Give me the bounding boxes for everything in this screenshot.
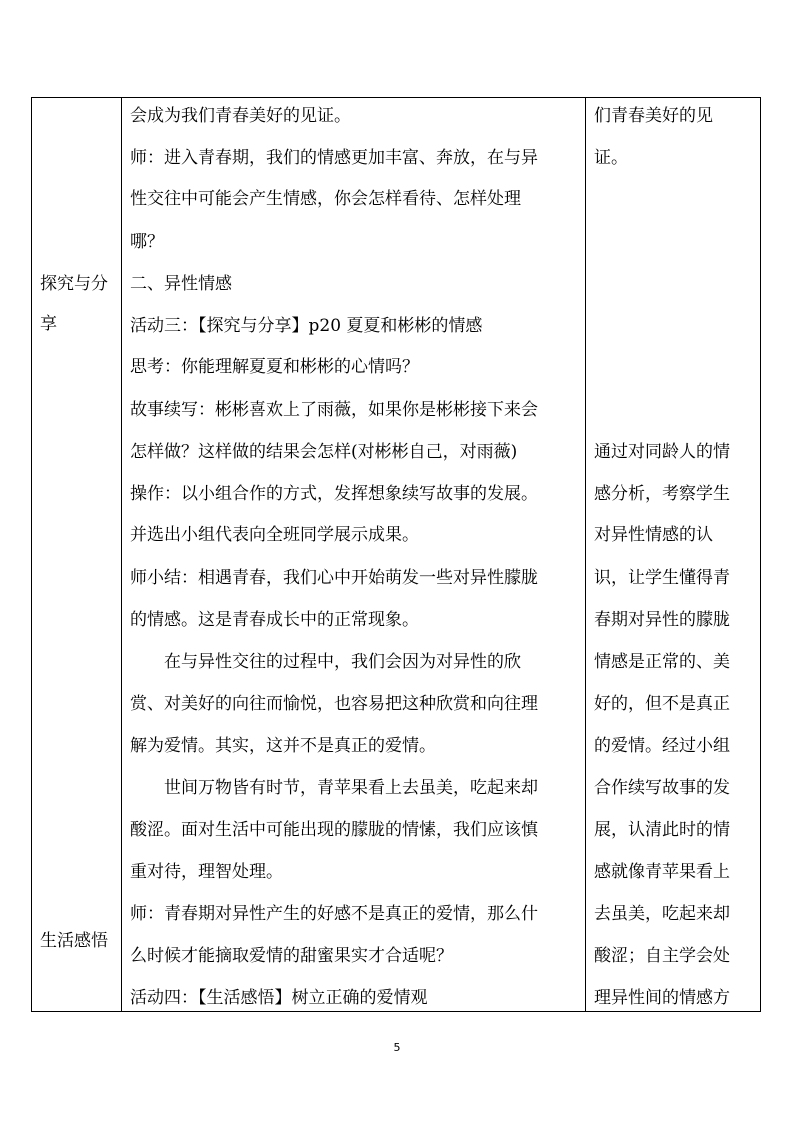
stage-label: 生活感悟 bbox=[40, 931, 108, 951]
intent-line: 通过对同龄人的情 bbox=[594, 442, 730, 462]
intent-line: 展，认清此时的情 bbox=[594, 820, 730, 840]
process-line: 重对待，理智处理。 bbox=[130, 862, 283, 882]
process-line: 解为爱情。其实，这并不是真正的爱情。 bbox=[130, 736, 436, 756]
intent-line: 的爱情。经过小组 bbox=[594, 736, 730, 756]
process-line: 赏、对美好的向往而愉悦，也容易把这种欣赏和向往理 bbox=[130, 694, 538, 714]
intent-line: 们青春美好的见 bbox=[594, 106, 713, 126]
stage-label: 探究与分 bbox=[40, 274, 108, 294]
intent-line: 对异性情感的认 bbox=[594, 525, 713, 545]
process-line: 师：青春期对异性产生的好感不是真正的爱情，那么什 bbox=[130, 904, 538, 924]
lesson-plan-table bbox=[31, 97, 761, 1012]
process-line: 师：进入青春期，我们的情感更加丰富、奔放，在与异 bbox=[130, 148, 538, 168]
process-line: 并选出小组代表向全班同学展示成果。 bbox=[130, 525, 419, 545]
process-line: 在与异性交往的过程中，我们会因为对异性的欣 bbox=[164, 652, 521, 672]
process-line: 师小结：相遇青春，我们心中开始萌发一些对异性朦胧 bbox=[130, 568, 538, 588]
intent-line: 情感是正常的、美 bbox=[594, 652, 730, 672]
process-line: 会成为我们青春美好的见证。 bbox=[130, 106, 351, 126]
process-line: 二、异性情感 bbox=[130, 274, 232, 294]
intent-line: 感分析，考察学生 bbox=[594, 484, 730, 504]
intent-line: 识，让学生懂得青 bbox=[594, 568, 730, 588]
intent-line: 去虽美，吃起来却 bbox=[594, 904, 730, 924]
process-line: 怎样做？这样做的结果会怎样(对彬彬自己，对雨薇) bbox=[130, 442, 518, 462]
stage-column bbox=[32, 98, 121, 1011]
process-line: 操作：以小组合作的方式，发挥想象续写故事的发展。 bbox=[130, 484, 538, 504]
process-line: 哪？ bbox=[130, 232, 164, 252]
intent-line: 感就像青苹果看上 bbox=[594, 862, 730, 882]
intent-line: 合作续写故事的发 bbox=[594, 778, 730, 798]
intent-line: 好的，但不是真正 bbox=[594, 694, 730, 714]
intent-line: 酸涩；自主学会处 bbox=[594, 946, 730, 966]
process-line: 故事续写：彬彬喜欢上了雨薇，如果你是彬彬接下来会 bbox=[130, 400, 538, 420]
intent-line: 理异性间的情感方 bbox=[594, 988, 730, 1008]
intent-line: 春期对异性的朦胧 bbox=[594, 610, 730, 630]
teaching-process-column bbox=[122, 98, 585, 1011]
process-line: 性交往中可能会产生情感，你会怎样看待、怎样处理 bbox=[130, 189, 521, 209]
process-line: 么时候才能摘取爱情的甜蜜果实才合适呢？ bbox=[130, 946, 453, 966]
process-line: 酸涩。面对生活中可能出现的朦胧的情愫，我们应该慎 bbox=[130, 820, 538, 840]
design-intent-column bbox=[586, 98, 761, 1011]
intent-line: 证。 bbox=[594, 148, 628, 168]
process-line: 活动三：【探究与分享】p20 夏夏和彬彬的情感 bbox=[130, 316, 483, 336]
process-line: 的情感。这是青春成长中的正常现象。 bbox=[130, 610, 419, 630]
page-number: 5 bbox=[393, 1041, 401, 1054]
process-line: 世间万物皆有时节，青苹果看上去虽美，吃起来却 bbox=[164, 778, 538, 798]
stage-label: 享 bbox=[40, 314, 57, 334]
process-line: 活动四：【生活感悟】树立正确的爱情观 bbox=[130, 988, 428, 1008]
process-line: 思考：你能理解夏夏和彬彬的心情吗？ bbox=[130, 357, 419, 377]
